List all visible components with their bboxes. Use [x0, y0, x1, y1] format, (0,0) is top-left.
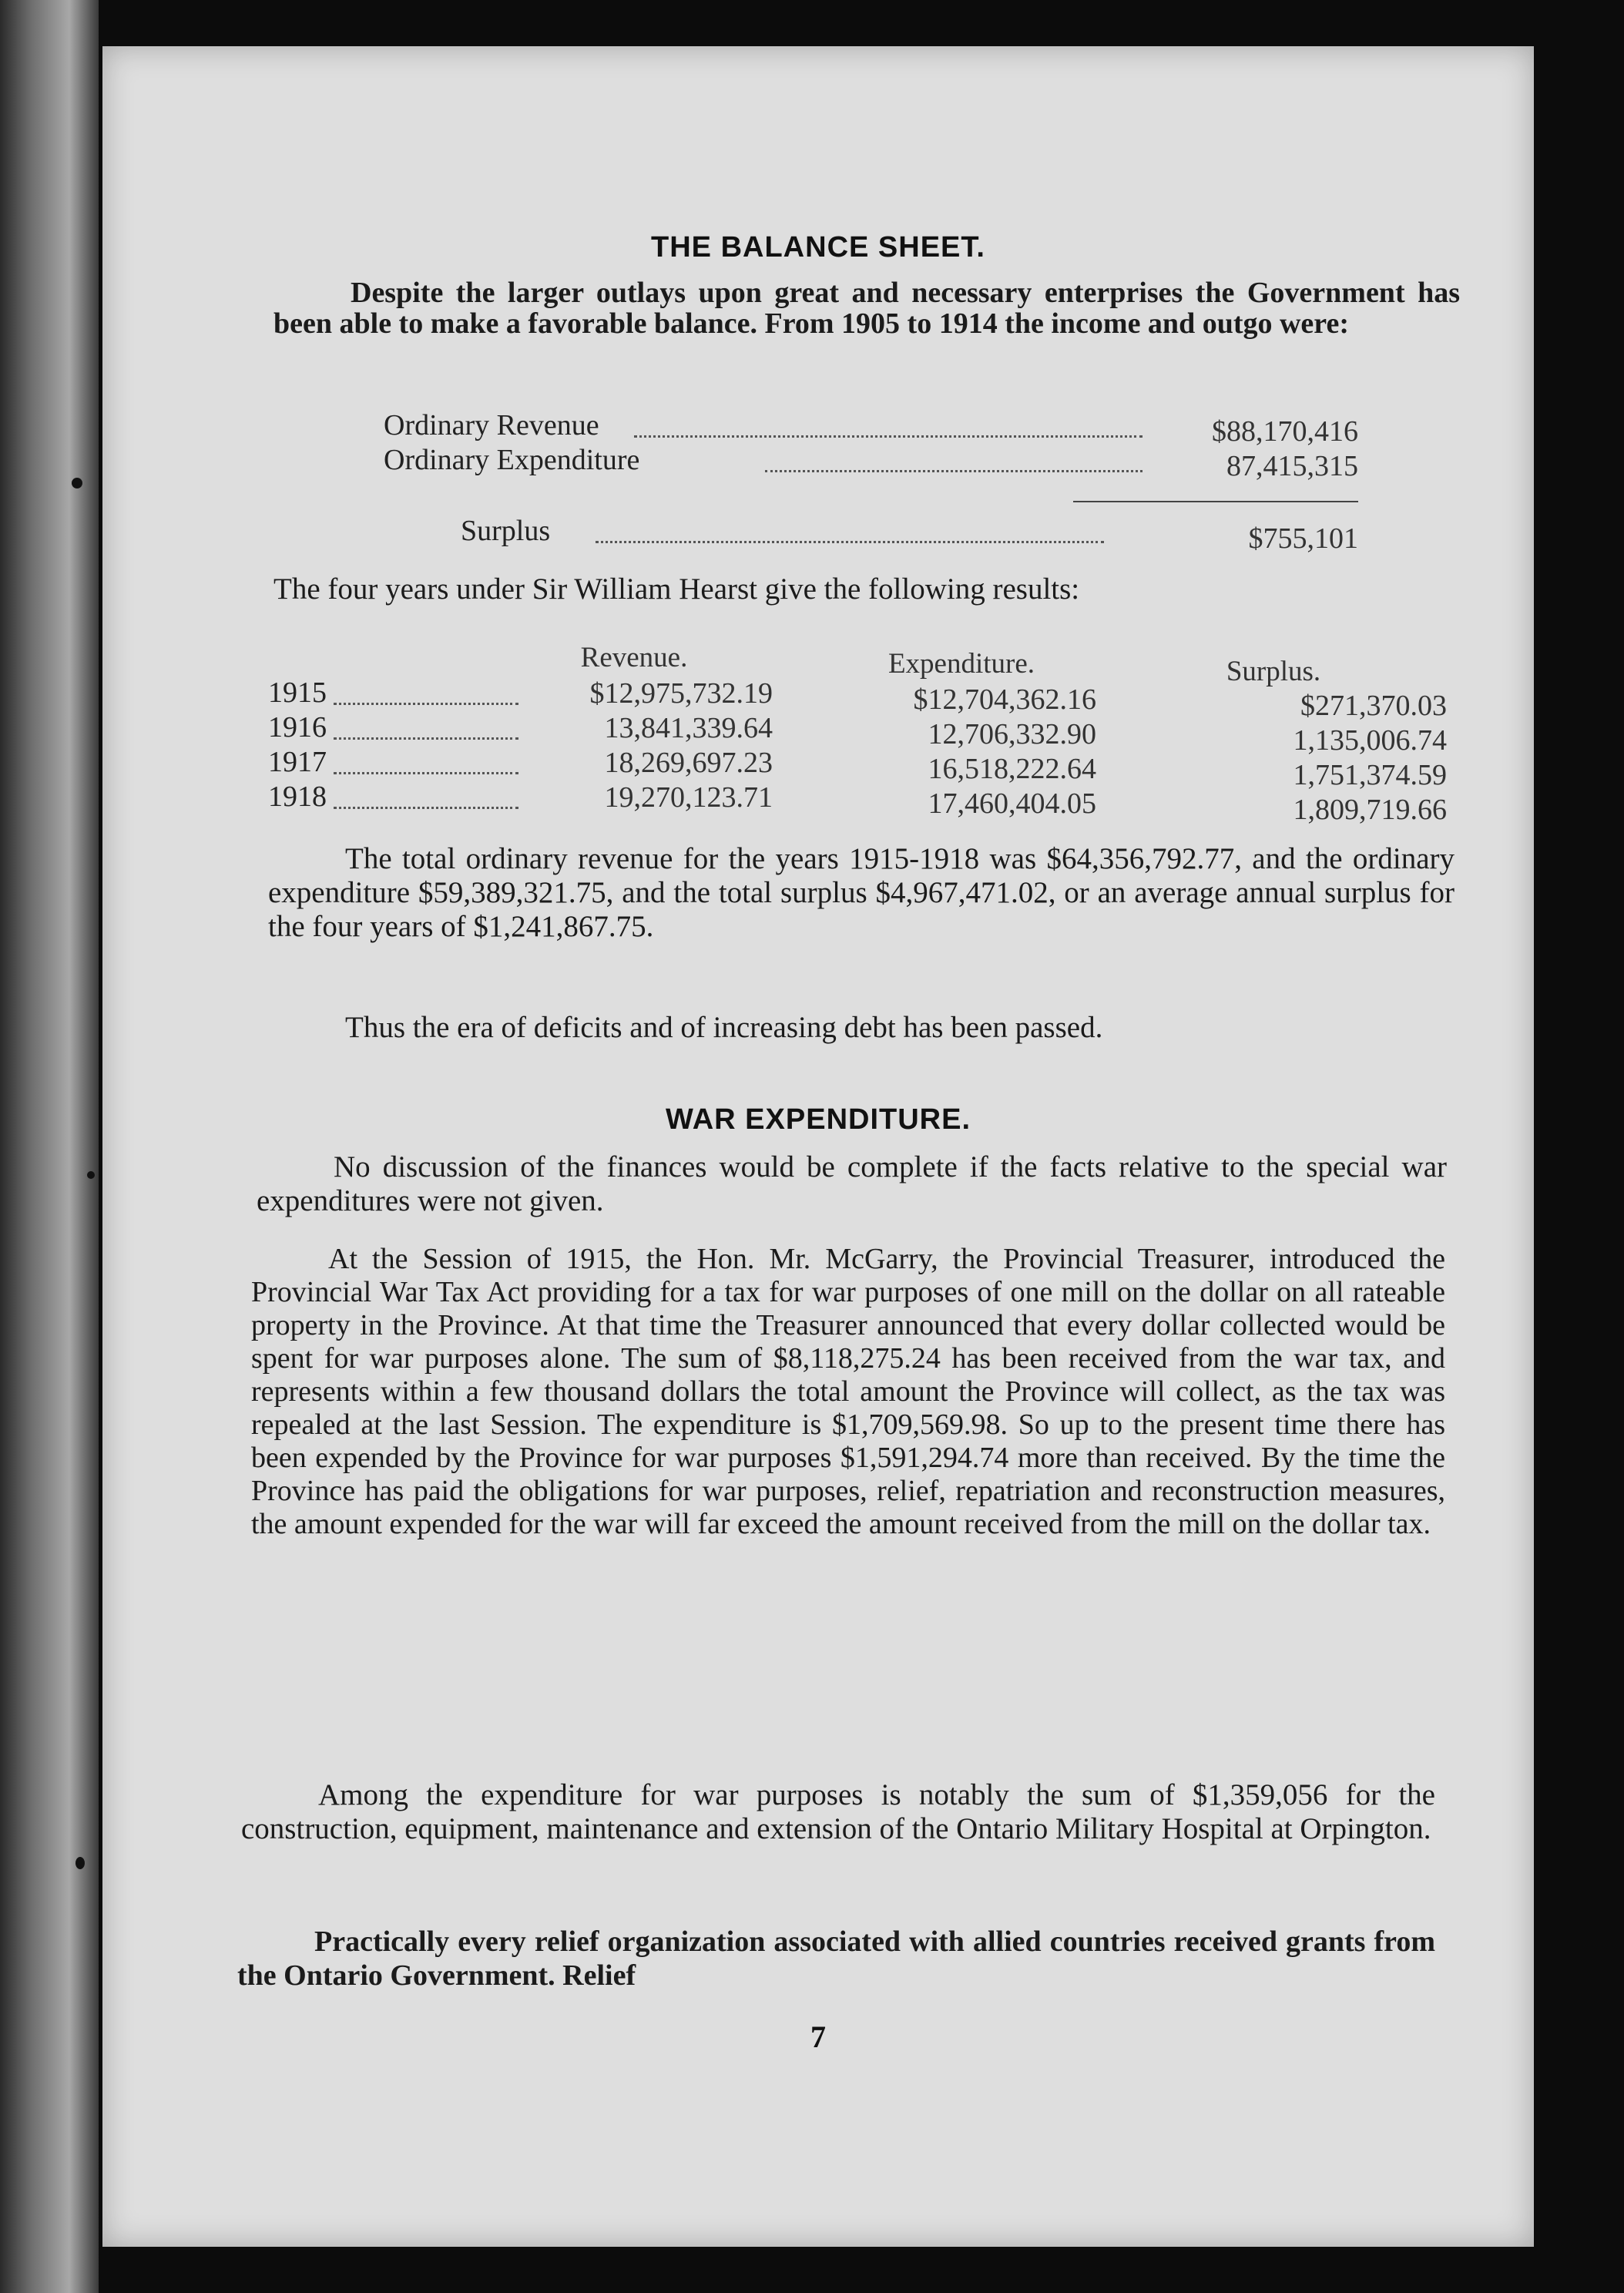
table-row-year: 1915 [268, 676, 327, 709]
war-paragraph-4-text: Practically every relief organization associated with allied countries received grants from the Ontario Government. Relief [237, 1925, 1435, 1992]
col-header-expenditure: Expenditure. [887, 648, 1035, 680]
page-number: 7 [810, 2019, 826, 2054]
leader-dots [634, 435, 1143, 438]
table-row-year: 1918 [268, 781, 327, 813]
balance-sheet-heading: THE BALANCE SHEET. [651, 231, 985, 264]
table-cell-expenditure: $12,704,362.16 [913, 683, 1096, 716]
war-expenditure-heading: WAR EXPENDITURE. [665, 1103, 971, 1136]
totals-paragraph [268, 842, 1455, 944]
war-paragraph-4 [237, 1925, 1435, 1993]
scan-speck [87, 1171, 95, 1179]
table-cell-expenditure: 17,460,404.05 [928, 787, 1096, 820]
col-header-surplus: Surplus. [1226, 656, 1321, 687]
table-cell-revenue: 13,841,339.64 [604, 712, 773, 744]
balance-sheet-intro [273, 277, 1460, 339]
leader-dots [765, 470, 1143, 472]
four-years-intro: The four years under Sir William Hearst give the following results: [273, 572, 1080, 606]
war-paragraph-1-text: No discussion of the finances would be complete if the facts relative to the special war expenditures were not given. [257, 1150, 1447, 1217]
table-cell-surplus: 1,135,006.74 [1293, 724, 1447, 757]
table-cell-revenue: 18,269,697.23 [604, 747, 773, 779]
surplus-amount: $755,101 [1248, 522, 1358, 555]
ordinary-expenditure-amount: 87,415,315 [1226, 450, 1358, 482]
table-cell-expenditure: 12,706,332.90 [928, 718, 1096, 750]
scan-speck [75, 1857, 85, 1869]
closing-paragraph [268, 1011, 1455, 1045]
document-page [102, 46, 1534, 2247]
leader-dots [334, 772, 518, 774]
table-row-year: 1917 [268, 746, 327, 778]
leader-dots [334, 737, 518, 740]
war-paragraph-3 [241, 1778, 1435, 1846]
closing-paragraph-text: Thus the era of deficits and of increasing debt has been passed. [345, 1011, 1103, 1044]
table-row-year: 1916 [268, 711, 327, 744]
ordinary-revenue-label: Ordinary Revenue [384, 409, 599, 441]
sum-rule [1073, 501, 1358, 502]
table-cell-surplus: $271,370.03 [1300, 690, 1447, 722]
col-header-revenue: Revenue. [580, 642, 688, 673]
adjacent-page-edge [0, 0, 99, 2293]
table-cell-revenue: 19,270,123.71 [604, 781, 773, 814]
table-cell-expenditure: 16,518,222.64 [928, 753, 1096, 785]
war-paragraph-2-text: At the Session of 1915, the Hon. Mr. McGarry, the Provincial Treasurer, introduced the Provincial War Tax Act providing for a tax for war purposes of one mill on the dollar on all rateable property in the Province. At that time the Treasurer announced that every dollar collected would be spent for war purposes alone. The sum of $8,118,275.24 has been received from the war tax, and represents within a few thousand dollars the total amount the Province will collect, as the tax was repealed at the last Session. The expenditure is $1,709,569.98. So up to the present time there has been expended by the Province for war purposes $1,591,294.74 more than received. By the time the Province has paid the obligations for war purposes, relief, repatriation and reconstruction measures, the amount expended for the war will far exceed the amount received from the mill on the dollar tax. [251, 1243, 1445, 1540]
balance-sheet-intro-text: Despite the larger outlays upon great and necessary enterprises the Government has been able to make a favorable balance. From 1905 to 1914 the income and outgo were: [273, 277, 1460, 340]
leader-dots [334, 807, 518, 809]
leader-dots [334, 703, 518, 705]
ordinary-expenditure-label: Ordinary Expenditure [384, 444, 640, 476]
ordinary-revenue-amount: $88,170,416 [1212, 415, 1358, 448]
totals-paragraph-text: The total ordinary revenue for the years 1915-1918 was $64,356,792.77, and the ordinary expenditure $59,389,321.75, and the total surplus $4,967,471.02, or an average annual surplus for the four years of $1,241,867.75. [268, 842, 1455, 943]
surplus-label: Surplus [461, 515, 551, 547]
war-paragraph-3-text: Among the expenditure for war purposes is notably the sum of $1,359,056 for the construction, equipment, maintenance and extension of the Ontario Military Hospital at Orpington. [241, 1778, 1435, 1845]
table-cell-surplus: 1,809,719.66 [1293, 794, 1447, 826]
war-paragraph-2 [251, 1243, 1445, 1541]
scan-speck [72, 478, 82, 488]
table-cell-surplus: 1,751,374.59 [1293, 759, 1447, 791]
table-cell-revenue: $12,975,732.19 [589, 677, 773, 710]
leader-dots [596, 541, 1104, 543]
war-paragraph-1 [257, 1150, 1447, 1218]
